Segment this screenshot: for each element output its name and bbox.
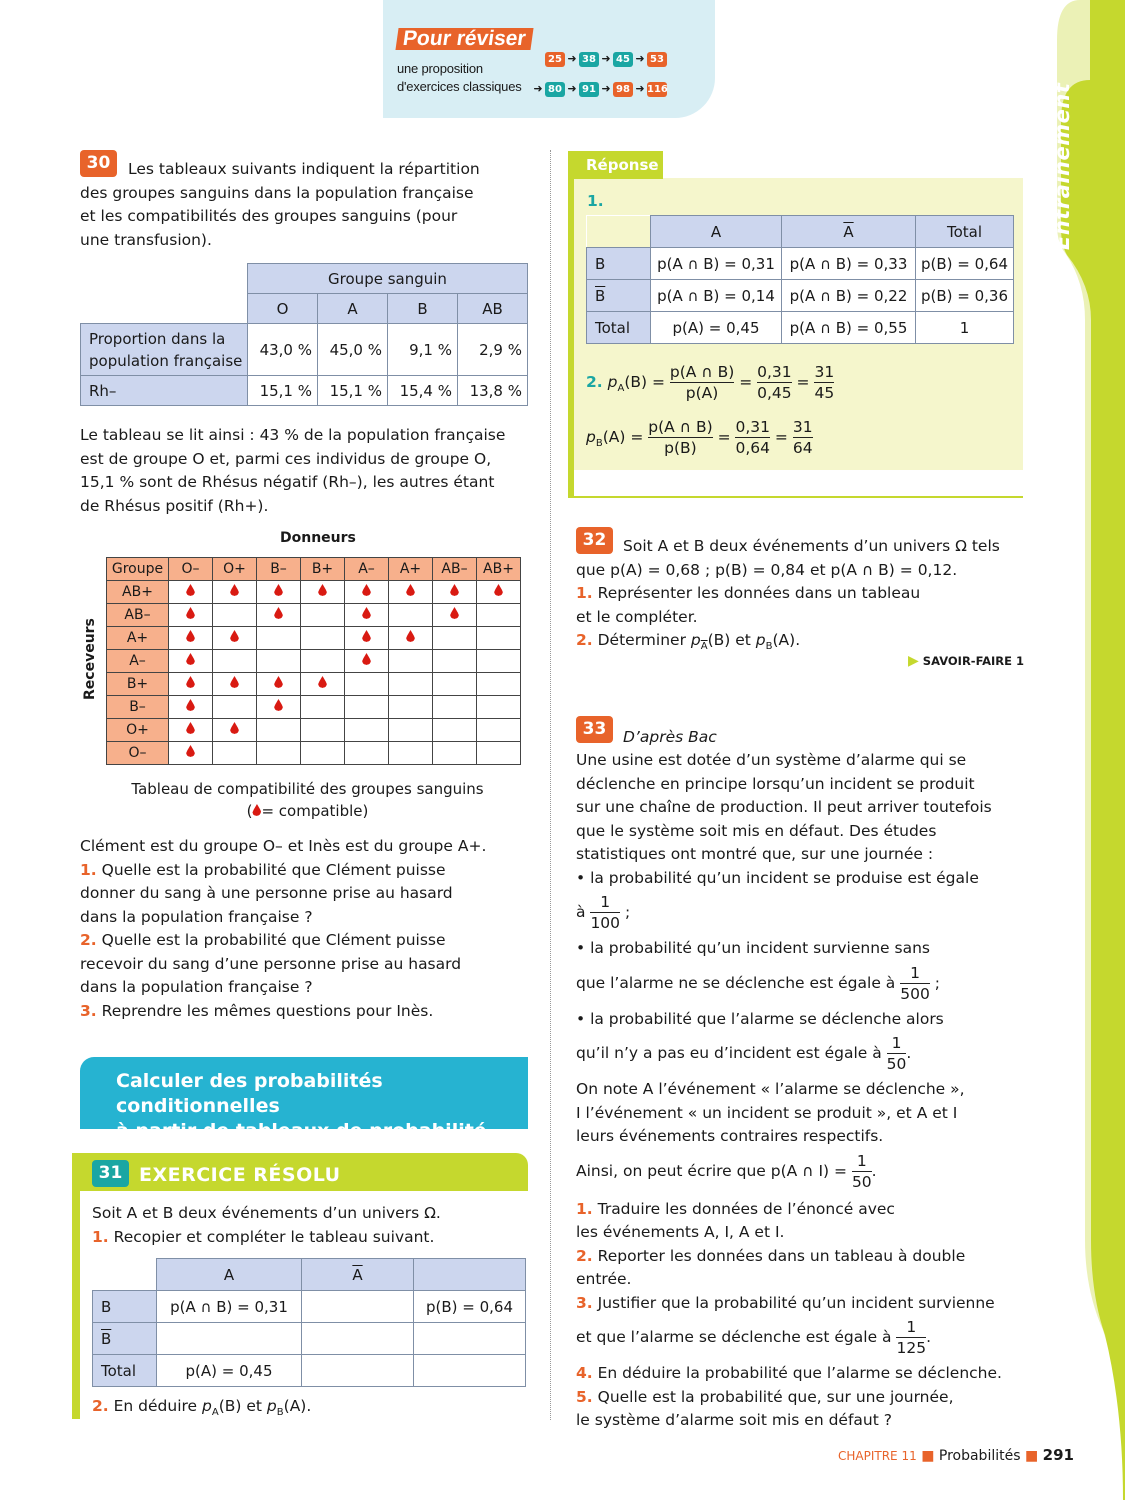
col-header: B [388,294,458,324]
question-2: Quelle est la probabilité que Clément puisse [101,931,446,949]
receivers-label: Receveurs [82,618,98,700]
fraction-num: 31 [792,418,813,436]
blood-drop-icon [230,584,239,596]
col-header: Total [916,216,1014,248]
blood-drop-icon [186,722,195,734]
question-2-line: entrée. [576,1270,632,1288]
blood-drop-icon [494,584,503,596]
exercise-30 [80,150,535,252]
receiver-header: O+ [107,719,169,742]
question-3: Justifier que la probabilité qu’un incident survienne [597,1293,995,1312]
compat-cell [345,581,389,604]
compat-cell [477,581,521,604]
compat-cell [433,627,477,650]
fraction-den: 125 [896,1339,927,1357]
compat-cell [433,650,477,673]
receiver-header: B+ [107,673,169,696]
fraction-den: 64 [792,439,813,457]
compat-cell [257,604,301,627]
blood-drop-icon [186,676,195,688]
donor-header: B+ [301,558,345,581]
compat-cell [301,650,345,673]
caption-line: Tableau de compatibilité des groupes sanguins [131,780,484,798]
bullet-2: • la probabilité qu’un incident survienne sans [576,939,930,957]
savoir-faire-label: SAVOIR-FAIRE 1 [922,654,1025,668]
table-cell: 15,1 % [318,376,388,406]
table-cell: 9,1 % [388,324,458,376]
table-cell: p(B) = 0,64 [414,1291,526,1323]
intro-line: et les compatibilités des groupes sanguins (pour [80,207,458,225]
col-header: $\overline{A}$ [782,216,916,248]
exercise-31-q2: 2. En déduire $p_A(B)$ et $p_B(A)$. [92,1397,312,1419]
text-line: Une usine est dotée d’un système d’alarme qui se [576,751,967,769]
compat-cell [477,650,521,673]
fraction-num: 0,31 [735,418,770,436]
blood-drop-icon [406,584,415,596]
compat-cell [257,696,301,719]
chapter-label: CHAPITRE 11 [838,1449,917,1463]
fraction-num: 31 [814,363,835,381]
bullet-1: • la probabilité qu’un incident se produise est égale [576,868,979,887]
compat-cell [389,719,433,742]
table-cell: p(B) = 0,64 [916,248,1014,280]
donor-header: B– [257,558,301,581]
blood-drop-icon [450,607,459,619]
compatibility-table [106,557,521,765]
row-label: Proportion dans la [89,329,226,348]
compat-cell [169,673,213,696]
exercise-number: 31 [92,1160,129,1187]
revise-line2: d'exercices classiques [397,79,522,94]
savoir-faire-link[interactable] [908,653,1024,669]
receiver-header: A+ [107,627,169,650]
answer-label: Réponse [568,151,663,179]
fraction-den: 50 [886,1055,907,1073]
section-title-line: à partir de tableaux de probabilité [116,1120,487,1142]
fraction-num: 1 [910,963,920,982]
question-1-line: les événements A, I, A et I. [576,1223,785,1241]
section-title-line: Calculer des probabilités conditionnelles [116,1070,383,1117]
compat-cell [389,604,433,627]
row-label: Total [93,1355,157,1387]
table-cell: p(A ∩ B) = 0,22 [782,280,916,312]
question-1: Recopier et compléter le tableau suivant. [113,1227,435,1246]
col-header: AB [458,294,528,324]
row-label: population française [89,351,243,370]
revise-chip[interactable]: 116 [647,84,668,95]
question-2: En déduire [113,1397,198,1415]
text-line: statistiques ont montré que, sur une journée : [576,845,934,863]
table-cell: p(B) = 0,36 [916,280,1014,312]
text-line: déclenche en principe lorsqu’un incident se produit [576,774,975,793]
exercise-31-table: A $\overline{A}$ B p(A ∩ B) = 0,31 p(B) = 0,64 $\overline{B}$ Total p(A) = 0,45 [92,1258,526,1387]
col-header: A [651,216,782,248]
revise-chip[interactable]: 98 [613,82,633,97]
compat-cell [477,604,521,627]
revise-chip[interactable]: 91 [579,82,599,97]
caption-text: = compatible) [261,802,369,820]
donor-header: O– [169,558,213,581]
col-header: O [248,294,318,324]
blood-drop-icon [406,630,415,642]
table-cell: p(A ∩ B) = 0,31 [651,248,782,280]
text-line: que le système soit mis en défaut. Des études [576,821,937,840]
fraction-den: 50 [851,1172,872,1191]
compat-cell [213,719,257,742]
table-cell: 15,1 % [248,376,318,406]
revise-row1: 25 ➜ 38 ➜ 45 ➜ 53 [545,48,667,67]
fraction-den: 0,45 [757,384,792,402]
compat-cell [257,627,301,650]
donor-header: A+ [389,558,433,581]
blood-drop-icon [186,653,195,665]
fraction-num: p(A ∩ B) [669,363,735,381]
bullet-2-line: que l’alarme ne se déclenche est égale à [576,973,896,992]
text-line: Soit A et B deux événements d’un univers Ω. [92,1204,441,1222]
blood-drop-icon [450,584,459,596]
compat-cell [345,673,389,696]
blood-drop-icon [186,607,195,619]
donor-header: AB+ [477,558,521,581]
compat-cell [477,673,521,696]
text-line: que p(A) = 0,68 ; p(B) = 0,84 et p(A ∩ B) = 0,12. [576,560,958,579]
exercise-number: 30 [80,150,117,177]
table-cell: p(A ∩ B) = 0,14 [651,280,782,312]
donor-header: O+ [213,558,257,581]
compat-cell [257,581,301,604]
compat-cell [433,742,477,765]
compat-cell [301,581,345,604]
row-label: B [587,248,651,280]
blood-drop-icon [230,676,239,688]
compat-cell [169,696,213,719]
compat-cell [169,581,213,604]
revise-row2: ➜ 80 ➜ 91 ➜ 98 ➜ 116 [533,82,668,95]
fraction-num: 1 [856,1151,867,1170]
compat-cell [257,719,301,742]
compat-cell [345,650,389,673]
revise-chip[interactable]: 45 [613,52,633,67]
exercise-32: Soit A et B deux événements d’un univers Ω tels que p(A) = 0,68 ; p(B) = 0,84 et p(A ∩ B) = 0,12. 1. Représenter les données dans un tableau et le compléter. 2. Déterminer $p_{\overline{A}}(B)$ et $p_B(A)$. [576,535,1036,659]
question-1-line: dans la population française ? [80,907,313,926]
text-line: 15,1 % sont de Rhésus négatif (Rh–), les autres étant [80,473,495,491]
donor-header: A– [345,558,389,581]
receiver-header: AB+ [107,581,169,604]
revise-chip[interactable]: 80 [545,82,565,97]
fraction-num: 1 [600,893,611,911]
question-2-line: recevoir du sang d’une personne prise au hasard [80,954,462,973]
compat-cell [389,742,433,765]
revise-chip[interactable]: 38 [579,52,599,67]
fraction-den: 45 [814,384,835,402]
exercise-31-rule [72,1153,80,1419]
compat-cell [169,604,213,627]
compat-cell [433,604,477,627]
caption-line-2: ( = compatible) [246,802,369,820]
blood-drop-icon [274,607,283,619]
text-line: I l’événement « un incident se produit », et A et I [576,1103,958,1122]
blood-drop-icon [362,653,371,665]
band-label: Entraînement [1050,82,1074,250]
compat-cell [477,719,521,742]
row-label: $\overline{B}$ [587,280,651,312]
compat-cell [389,696,433,719]
receiver-header: B– [107,696,169,719]
row-label: Total [587,312,651,344]
compat-cell [301,719,345,742]
text-line: est de groupe O et, parmi ces individus de groupe O, [80,449,492,468]
compat-cell [213,696,257,719]
compat-cell [301,673,345,696]
compat-cell [257,673,301,696]
text-line: leurs événements contraires respectifs. [576,1127,884,1145]
reading-note [80,424,535,518]
blood-drop-icon [362,607,371,619]
compat-cell [169,627,213,650]
compat-cell [301,696,345,719]
page-number: 291 [1042,1446,1074,1464]
compat-cell [345,627,389,650]
compat-cell [213,604,257,627]
blood-drop-icon [362,630,371,642]
table-cell: 2,9 % [458,324,528,376]
blood-group-table [80,263,528,406]
compat-cell [301,604,345,627]
bullet-3: • la probabilité que l’alarme se déclenche alors [576,1009,944,1028]
blood-drop-icon [186,584,195,596]
compat-cell [433,719,477,742]
question-5-line: le système d’alarme soit mis en défaut ? [576,1411,892,1429]
blood-drop-icon [186,745,195,757]
revise-title: Pour réviser [395,28,533,50]
table-cell: 43,0 % [248,324,318,376]
answer-rule [568,151,574,498]
intro-line: des groupes sanguins dans la population française [80,183,474,202]
compat-cell [477,696,521,719]
column-divider [550,150,551,1420]
fraction-num: 1 [891,1034,902,1052]
compat-cell [213,581,257,604]
compat-cell [301,627,345,650]
table-cell: p(A) = 0,45 [157,1355,302,1387]
exercise-33-source: D’après Bac [623,728,717,746]
question-1: Quelle est la probabilité que Clément puisse [101,860,446,879]
fraction-num: p(A ∩ B) [648,418,713,436]
row-label: Rh– [81,376,248,406]
intro-line: Les tableaux suivants indiquent la répartition [128,160,480,178]
blood-drop-icon [318,676,327,688]
answer-rule-bottom [568,496,1023,498]
compat-cell [345,604,389,627]
answer-formula-1: 2. $p_A(B)$ = $\frac{p(A \cap B)}{p(A)}$ = $\frac{0,31}{0,45}$ = $\frac{31}{45}$ [586,363,835,402]
compat-caption [80,778,535,822]
revise-box [383,0,715,118]
table-cell: p(A ∩ B) = 0,33 [782,248,916,280]
text-line: de Rhésus positif (Rh+). [80,496,269,515]
question-1-line: et le compléter. [576,607,698,626]
blood-drop-icon [186,630,195,642]
compat-cell [213,650,257,673]
compat-cell [345,719,389,742]
text-line: Le tableau se lit ainsi : 43 % de la population française [80,426,506,444]
exercise-number: 33 [576,716,613,743]
table-head: Groupe sanguin [248,264,528,294]
question-5: Quelle est la probabilité que, sur une journée, [597,1387,954,1406]
table-cell: p(A ∩ B) = 0,31 [157,1291,302,1323]
compat-cell [345,696,389,719]
donors-label: Donneurs [280,530,356,546]
revise-chip[interactable]: 53 [647,52,667,67]
question-3-line: et que l’alarme se déclenche est égale à [576,1328,892,1346]
corner-cell: Groupe [107,558,169,581]
question-2-line: dans la population française ? [80,978,313,996]
compat-cell [257,650,301,673]
compat-cell [389,581,433,604]
receiver-header: AB– [107,604,169,627]
blood-drop-icon [230,722,239,734]
blood-drop-icon [230,630,239,642]
page-footer: CHAPITRE 11 ■ Probabilités ■ 291 [838,1446,1074,1464]
exercise-number: 32 [576,527,613,554]
exercise-31-text: Soit A et B deux événements d’un univers Ω. 1. Recopier et compléter le tableau suivant. [92,1204,441,1246]
bullet-3-line: qu’il n’y a pas eu d’incident est égale à [576,1044,882,1062]
blood-drop-icon [274,584,283,596]
text-line: Ainsi, on peut écrire que p(A ∩ I) = [576,1161,847,1180]
question-1: Traduire les données de l’énoncé avec [597,1199,895,1218]
compat-cell [301,742,345,765]
donor-header: AB– [433,558,477,581]
col-header: A [318,294,388,324]
compat-cell [213,673,257,696]
table-cell: p(A ∩ B) = 0,55 [782,312,916,344]
compat-cell [433,581,477,604]
fraction-den: 0,64 [735,439,770,457]
intro-line: une transfusion). [80,230,212,249]
question-4: En déduire la probabilité que l’alarme se déclenche. [597,1364,1002,1382]
chapter-title: Probabilités [938,1448,1021,1464]
compat-cell [389,650,433,673]
text-line: On note A l’événement « l’alarme se déclenche », [576,1080,965,1098]
text-line: Soit A et B deux événements d’un univers Ω tels [623,537,1000,555]
blood-drop-icon [362,584,371,596]
blood-drop-icon [318,584,327,596]
compat-cell [257,742,301,765]
answer-table [586,215,1014,344]
table-cell: 13,8 % [458,376,528,406]
compat-cell [213,627,257,650]
exercise-30-questions: Clément est du groupe O– et Inès est du groupe A+. 1. Quelle est la probabilité que Clément puisse donner du sang à une personne prise au hasard dans la population française ? 2. Quelle est la probabilité que Clément puisse recevoir du sang d’une personne prise au hasard dans la population française ? 3. Reprendre les mêmes questions pour Inès. [80,835,535,1023]
compat-cell [169,742,213,765]
compat-cell [477,627,521,650]
blood-drop-icon [186,699,195,711]
fraction-den: 100 [590,914,621,932]
fraction-den: p(B) [648,437,712,458]
revise-chip[interactable]: 25 [545,52,565,67]
table-cell: 45,0 % [318,324,388,376]
question-2: Reporter les données dans un tableau à double [597,1246,966,1265]
question-2: Déterminer [597,631,686,649]
text-line: sur une chaîne de production. Il peut arriver toutefois [576,798,992,816]
fraction-den: 500 [900,984,930,1003]
table-cell: 15,4 % [388,376,458,406]
answer-formula-2: $p_B(A)$ = $\frac{p(A \cap B)}{p(B)}$ = $\frac{0,31}{0,64}$ = $\frac{31}{64}$ [586,418,813,457]
compat-cell [389,627,433,650]
exercise-33-text: Une usine est dotée d’un système d’alarme qui se déclenche en principe lorsqu’un incident se produit sur une chaîne de production. Il peut arriver toutefois que le système soit mis en défaut. Des études statistiques ont montré que, sur une journée : • la probabilité qu’un incident se produise est égale à $\frac{1}{100}$ ; • la probabilité qu’un incident survienne sans que l’alarme ne se déclenche est égale à $\frac{1}{500}$ ; • la probabilité que l’alarme se déclenche alors qu’il n’y a pas eu d’incident est égale à $\frac{1}{50}$ . On note A l’événement « l’alarme se déclenche », I l’événement « un incident se produit », et A et I leurs événements contraires respectifs. Ainsi, on peut écrire que p(A ∩ I) = $\frac{1}{50}$ . 1. Traduire les données de l’énoncé avec les événements A, I, A et I. 2. Reporter les données dans un tableau à double entrée. 3. Justifier que la probabilité qu’un incident survienne et que l’alarme se déclenche est égale à $\frac{1}{125}$ . 4. En déduire la probabilité que l’alarme se déclenche. 5. Quelle est la probabilité que, sur une journée, le système d’alarme soit mis en défaut ? [576,749,1041,1433]
receiver-header: A– [107,650,169,673]
table-cell: p(A) = 0,45 [651,312,782,344]
blood-drop-icon [274,699,283,711]
exercise-31-title: EXERCICE RÉSOLU [139,1164,341,1186]
question-1-line: donner du sang à une personne prise au hasard [80,884,453,902]
compat-cell [433,673,477,696]
compat-cell [433,696,477,719]
fraction-den: p(A) [670,382,734,403]
compat-cell [477,742,521,765]
fraction-num: 0,31 [757,363,792,381]
fraction-num: 1 [906,1318,917,1336]
question-intro: Clément est du groupe O– et Inès est du groupe A+. [80,837,487,855]
revise-line1: une proposition [397,61,483,76]
question-1: Représenter les données dans un tableau [597,584,921,602]
compat-cell [169,650,213,673]
blood-drop-icon [274,676,283,688]
answer-part-1: 1. [587,192,604,210]
compat-cell [169,719,213,742]
compat-cell [213,742,257,765]
compat-cell [345,742,389,765]
section-header [80,1057,528,1142]
table-cell: 1 [916,312,1014,344]
compat-cell [389,673,433,696]
receiver-header: O– [107,742,169,765]
play-icon: ▶ [908,653,919,669]
question-3: Reprendre les mêmes questions pour Inès. [101,1001,434,1020]
